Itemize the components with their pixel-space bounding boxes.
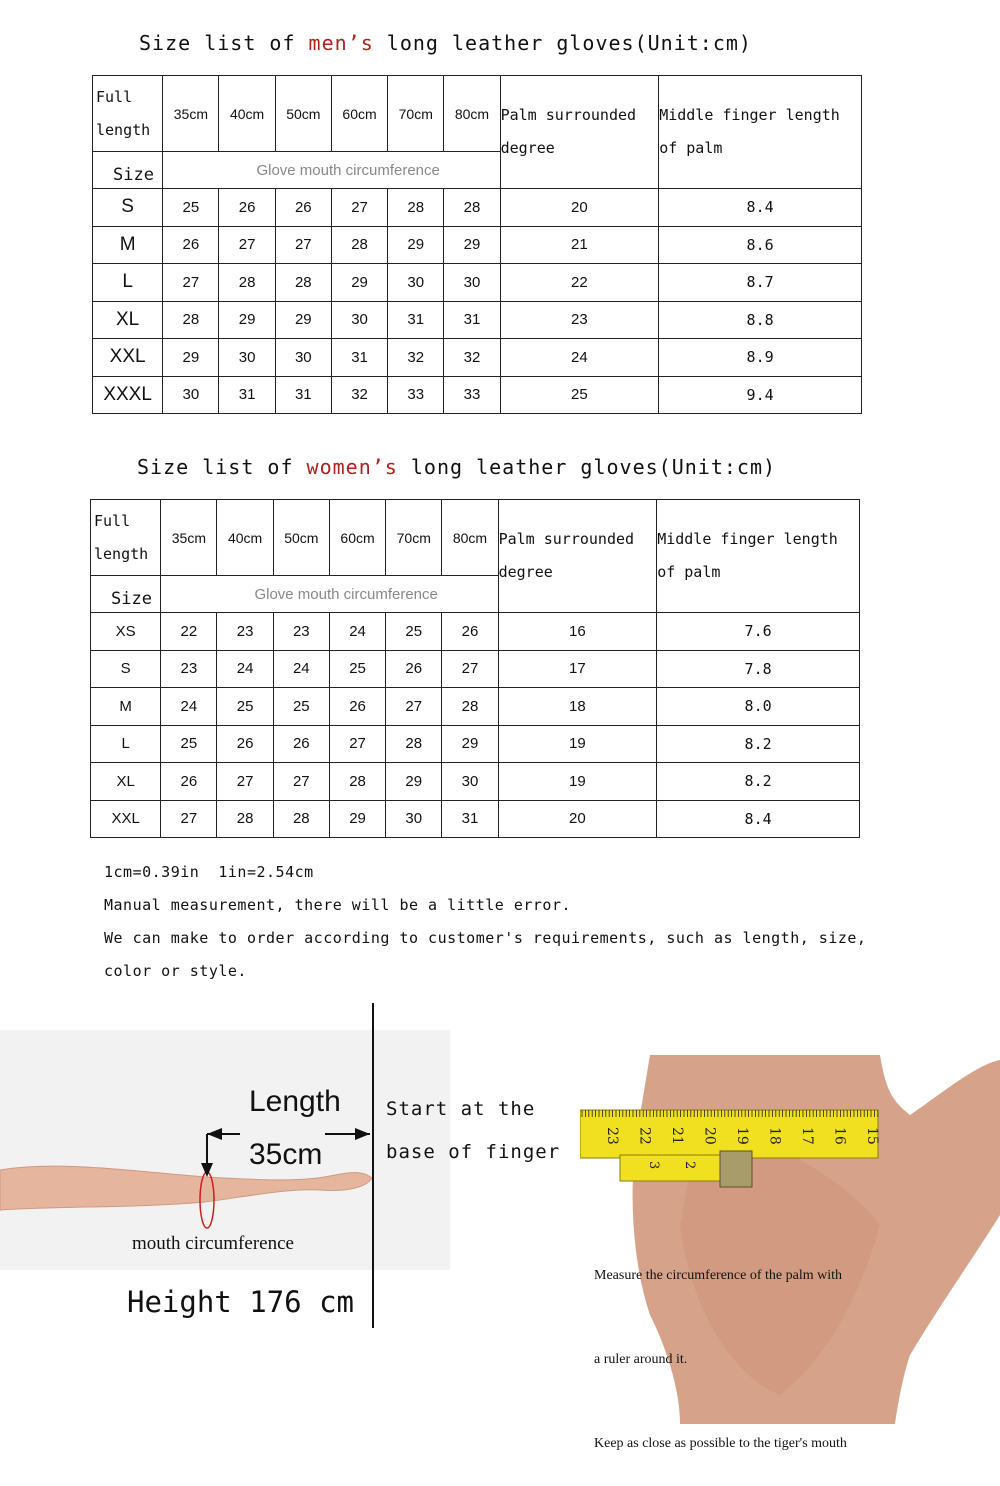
length-header: 40cm — [219, 76, 275, 152]
circumference-cell: 29 — [275, 301, 331, 339]
finger-cell: 8.9 — [659, 339, 862, 377]
note-custom-cont: color or style. — [104, 962, 247, 980]
palm-cell: 23 — [500, 301, 659, 339]
women-title-pre: Size list of — [137, 455, 307, 479]
circumference-cell: 28 — [219, 264, 275, 302]
length-header: 60cm — [331, 76, 387, 152]
tape-number: 18 — [766, 1127, 783, 1145]
size-cell: XL — [91, 763, 161, 801]
circumference-cell: 24 — [217, 650, 273, 688]
circumference-cell: 25 — [329, 650, 385, 688]
full-length-header — [91, 500, 161, 576]
circumference-cell: 31 — [219, 376, 275, 414]
length-header: 70cm — [386, 500, 442, 576]
size-cell: S — [91, 650, 161, 688]
circumference-cell: 31 — [275, 376, 331, 414]
circumference-cell: 32 — [388, 339, 444, 377]
size-row — [93, 264, 862, 302]
size-row — [91, 688, 860, 726]
length-header: 35cm — [161, 500, 217, 576]
finger-cell: 8.4 — [659, 189, 862, 227]
finger-cell: 8.2 — [657, 763, 860, 801]
size-row — [93, 301, 862, 339]
finger-base-divider — [372, 1003, 374, 1328]
men-size-table — [92, 75, 862, 414]
circumference-cell: 26 — [275, 189, 331, 227]
length-header: 80cm — [442, 500, 498, 576]
circumference-cell: 31 — [442, 800, 498, 838]
circumference-cell: 28 — [273, 800, 329, 838]
circumference-cell: 26 — [273, 725, 329, 763]
notes — [104, 856, 866, 988]
circumference-cell: 31 — [388, 301, 444, 339]
circumference-cell: 23 — [217, 613, 273, 651]
circumference-cell: 30 — [219, 339, 275, 377]
circumference-cell: 29 — [388, 226, 444, 264]
size-row — [93, 189, 862, 227]
size-cell: L — [91, 725, 161, 763]
circumference-cell: 31 — [444, 301, 500, 339]
circumference-cell: 32 — [331, 376, 387, 414]
length-arrow-left-head — [207, 1128, 222, 1140]
circumference-cell: 29 — [444, 226, 500, 264]
size-row — [91, 800, 860, 838]
circumference-cell: 28 — [275, 264, 331, 302]
size-cell: S — [93, 189, 163, 227]
size-header: Size — [93, 152, 163, 189]
size-row — [91, 725, 860, 763]
circumference-cell: 27 — [442, 650, 498, 688]
circumference-cell: 27 — [273, 763, 329, 801]
circumference-cell: 30 — [275, 339, 331, 377]
size-row — [91, 613, 860, 651]
size-cell: XXXL — [93, 376, 163, 414]
circumference-cell: 28 — [388, 189, 444, 227]
full-length-text: Full length — [94, 511, 149, 563]
circumference-cell: 25 — [163, 189, 219, 227]
circumference-cell: 24 — [161, 688, 217, 726]
men-title-highlight: men’s — [308, 31, 374, 55]
hand-instructions — [594, 1206, 847, 1486]
tape-lower-number: 3 — [646, 1161, 661, 1170]
circumference-cell: 28 — [386, 725, 442, 763]
size-cell: XS — [91, 613, 161, 651]
palm-cell: 20 — [500, 189, 659, 227]
length-header: 80cm — [444, 76, 500, 152]
palm-cell: 19 — [498, 763, 657, 801]
circumference-cell: 29 — [163, 339, 219, 377]
length-header: 35cm — [163, 76, 219, 152]
start-line-2: base of finger — [386, 1141, 561, 1163]
circumference-cell: 22 — [161, 613, 217, 651]
tape-number: 15 — [864, 1127, 880, 1145]
glove-mouth-spacer — [442, 576, 498, 613]
finger-cell: 8.8 — [659, 301, 862, 339]
circumference-cell: 24 — [329, 613, 385, 651]
finger-cell: 8.6 — [659, 226, 862, 264]
women-title-highlight: women’s — [306, 455, 398, 479]
length-arrow-right-head — [355, 1128, 370, 1140]
length-header: 60cm — [329, 500, 385, 576]
size-header: Size — [91, 576, 161, 613]
hand-note-1: Measure the circumference of the palm with — [594, 1268, 843, 1283]
size-row — [91, 763, 860, 801]
size-row — [93, 226, 862, 264]
palm-cell: 18 — [498, 688, 657, 726]
hand-note-2: a ruler around it. — [594, 1352, 688, 1367]
circumference-cell: 25 — [217, 688, 273, 726]
circumference-cell: 25 — [273, 688, 329, 726]
circumference-cell: 27 — [329, 725, 385, 763]
length-label: Length — [249, 1085, 341, 1118]
size-row — [93, 376, 862, 414]
circumference-cell: 26 — [219, 189, 275, 227]
circumference-cell: 27 — [219, 226, 275, 264]
circumference-cell: 28 — [442, 688, 498, 726]
finger-cell: 7.6 — [657, 613, 860, 651]
arm-shape — [0, 1166, 372, 1210]
size-cell: XXL — [93, 339, 163, 377]
start-instruction — [386, 1088, 560, 1174]
circumference-cell: 29 — [329, 800, 385, 838]
tape-number: 20 — [701, 1127, 718, 1145]
circumference-cell: 24 — [273, 650, 329, 688]
finger-cell: 9.4 — [659, 376, 862, 414]
size-row — [91, 650, 860, 688]
glove-mouth-spacer — [444, 152, 500, 189]
length-arrow-down-head — [201, 1163, 213, 1177]
mouth-circumference-label: mouth circumference — [132, 1233, 294, 1254]
tape-buckle — [720, 1151, 752, 1187]
women-size-table — [90, 499, 860, 838]
finger-cell: 8.7 — [659, 264, 862, 302]
finger-cell: 7.8 — [657, 650, 860, 688]
tape-number: 23 — [604, 1127, 620, 1145]
note-custom: We can make to order according to customer's requirements, such as length, size, — [104, 929, 867, 947]
tape-number: 17 — [799, 1127, 815, 1145]
height-text: Height — [127, 1285, 232, 1319]
size-cell: XXL — [91, 800, 161, 838]
note-conversion: 1cm=0.39in 1in=2.54cm — [104, 863, 314, 881]
glove-mouth-header: Glove mouth circumference — [161, 576, 442, 613]
finger-cell: 8.0 — [657, 688, 860, 726]
height-label — [127, 1285, 354, 1319]
palm-cell: 24 — [500, 339, 659, 377]
circumference-cell: 27 — [386, 688, 442, 726]
circumference-cell: 29 — [219, 301, 275, 339]
circumference-cell: 30 — [386, 800, 442, 838]
women-title — [137, 455, 776, 479]
start-line-1: Start at the — [386, 1098, 536, 1120]
arm-illustration — [0, 1030, 450, 1310]
circumference-cell: 29 — [442, 725, 498, 763]
tape-number: 19 — [734, 1127, 750, 1145]
circumference-cell: 25 — [386, 613, 442, 651]
women-title-post: long leather gloves(Unit:cm) — [397, 455, 777, 479]
men-title-pre: Size list of — [139, 31, 309, 55]
circumference-cell: 27 — [275, 226, 331, 264]
circumference-cell: 26 — [217, 725, 273, 763]
circumference-cell: 30 — [444, 264, 500, 302]
circumference-cell: 26 — [442, 613, 498, 651]
palm-cell: 16 — [498, 613, 657, 651]
palm-cell: 25 — [500, 376, 659, 414]
circumference-cell: 23 — [273, 613, 329, 651]
full-length-text: Full length — [96, 87, 151, 139]
circumference-cell: 27 — [217, 763, 273, 801]
men-title — [139, 31, 752, 55]
glove-mouth-header: Glove mouth circumference — [163, 152, 444, 189]
finger-cell: 8.4 — [657, 800, 860, 838]
circumference-cell: 26 — [161, 763, 217, 801]
tape-number: 21 — [669, 1127, 685, 1145]
circumference-cell: 25 — [161, 725, 217, 763]
circumference-cell: 32 — [444, 339, 500, 377]
circumference-cell: 28 — [444, 189, 500, 227]
men-title-post: long leather gloves(Unit:cm) — [373, 31, 752, 55]
length-header: 50cm — [273, 500, 329, 576]
circumference-cell: 23 — [161, 650, 217, 688]
circumference-cell: 33 — [444, 376, 500, 414]
circumference-cell: 30 — [388, 264, 444, 302]
finger-header: Middle finger length of palm — [657, 500, 860, 613]
tape-lower-number: 2 — [682, 1161, 697, 1170]
palm-cell: 21 — [500, 226, 659, 264]
tape-number: 16 — [831, 1127, 848, 1145]
tape-number: 22 — [636, 1127, 653, 1145]
length-value: 35cm — [249, 1138, 323, 1171]
circumference-cell: 29 — [331, 264, 387, 302]
palm-header: Palm surrounded degree — [498, 500, 657, 613]
circumference-cell: 29 — [386, 763, 442, 801]
size-cell: XL — [93, 301, 163, 339]
circumference-cell: 26 — [386, 650, 442, 688]
palm-cell: 20 — [498, 800, 657, 838]
circumference-cell: 30 — [163, 376, 219, 414]
circumference-cell: 27 — [161, 800, 217, 838]
circumference-cell: 26 — [329, 688, 385, 726]
hand-note-3: Keep as close as possible to the tiger's mouth — [594, 1436, 847, 1451]
circumference-cell: 28 — [331, 226, 387, 264]
circumference-cell: 30 — [442, 763, 498, 801]
circumference-cell: 28 — [329, 763, 385, 801]
circumference-cell: 28 — [217, 800, 273, 838]
size-cell: M — [91, 688, 161, 726]
palm-cell: 17 — [498, 650, 657, 688]
palm-cell: 22 — [500, 264, 659, 302]
length-header: 50cm — [275, 76, 331, 152]
note-error: Manual measurement, there will be a little error. — [104, 896, 572, 914]
finger-cell: 8.2 — [657, 725, 860, 763]
circumference-cell: 26 — [163, 226, 219, 264]
circumference-cell: 31 — [331, 339, 387, 377]
circumference-cell: 28 — [163, 301, 219, 339]
size-cell: M — [93, 226, 163, 264]
palm-header: Palm surrounded degree — [500, 76, 659, 189]
length-header: 70cm — [388, 76, 444, 152]
finger-header: Middle finger length of palm — [659, 76, 862, 189]
circumference-cell: 27 — [163, 264, 219, 302]
size-row — [93, 339, 862, 377]
palm-cell: 19 — [498, 725, 657, 763]
circumference-cell: 27 — [331, 189, 387, 227]
length-header: 40cm — [217, 500, 273, 576]
size-cell: L — [93, 264, 163, 302]
circumference-cell: 30 — [331, 301, 387, 339]
height-value: 176 cm — [249, 1285, 354, 1319]
full-length-header — [93, 76, 163, 152]
circumference-cell: 33 — [388, 376, 444, 414]
